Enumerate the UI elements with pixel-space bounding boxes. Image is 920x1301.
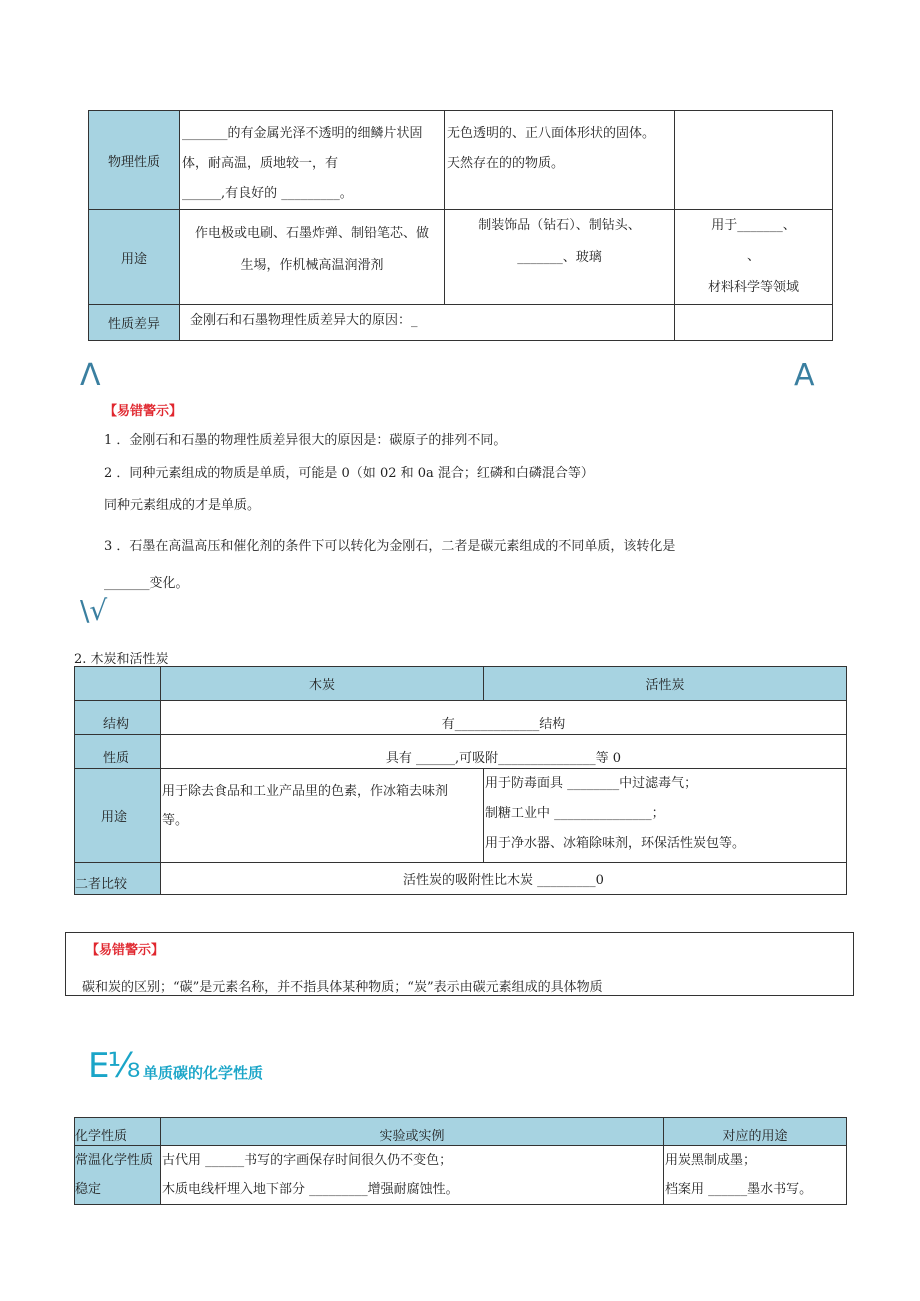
difference-empty-cell — [675, 305, 833, 341]
section-3-badge: E⅛ — [88, 1046, 139, 1086]
graphite-use-cell: 作电极或电刷、石墨炸弹、制铅笔芯、做 生埸，作机械高温润滑剂 — [180, 210, 445, 305]
warning-box-2 — [65, 932, 854, 996]
row-header-physical: 物理性质 — [89, 111, 180, 210]
check-mark: \√ — [80, 594, 108, 627]
a-mark: A — [794, 358, 815, 393]
section-2-title: 2. 木炭和活性炭 — [74, 652, 169, 667]
section-3-title: 单质碳的化学性质 — [143, 1064, 264, 1082]
structure-cell: 有_____________结构 — [161, 701, 847, 735]
col-experiment: 实验或实例 — [161, 1118, 664, 1146]
c60-use-cell: 用于_______、 、 材料科学等领域 — [675, 210, 833, 305]
row-header-use: 用途 — [89, 210, 180, 305]
warning-item-2: 2 ．同种元素组成的物质是单质，可能是 0（如 02 和 0a 混合；红磷和白磷混合等） — [104, 466, 594, 481]
property-cell: 具有 ______,可吸附_______________等 0 — [161, 735, 847, 769]
warning-text-2: 碳和炭的区别；“碳”是元素名称，并不指具体某种物质；“炭”表示由碳元素组成的具体物质 — [82, 980, 603, 995]
col-use: 对应的用途 — [664, 1118, 847, 1146]
lambda-mark: Λ — [80, 358, 101, 393]
warning-item-2b: 同种元素组成的才是单质。 — [104, 498, 261, 513]
graphite-physical-cell: _______的有金属光泽不透明的细鳞片状固 体，耐高温，质地较一，有 ______,有良好的 _________。 — [180, 111, 445, 210]
charcoal-table — [74, 666, 847, 895]
row-header-use-2: 用途 — [75, 769, 161, 863]
warning-title-2: 【易错警示】 — [86, 943, 165, 958]
diamond-use-cell: 制装饰品（钻石）、制钻头、 _______、玻璃 — [445, 210, 675, 305]
col-charcoal: 木炭 — [161, 667, 484, 701]
c60-physical-cell — [675, 111, 833, 210]
compare-cell: 活性炭的吸附性比木炭 _________0 — [161, 863, 847, 895]
uses-cell: 用炭黑制成墨； 档案用 ______墨水书写。 — [664, 1146, 847, 1205]
row-header-property: 性质 — [75, 735, 161, 769]
row-header-structure: 结构 — [75, 701, 161, 735]
diamond-physical-cell: 无色透明的、正八面体形状的固体。 天然存在的的物质。 — [445, 111, 675, 210]
warning-item-3b: _______变化。 — [104, 576, 189, 591]
col-chemical-property: 化学性质 — [75, 1118, 161, 1146]
carbon-allotropes-table — [88, 110, 833, 341]
warning-title-1: 【易错警示】 — [104, 404, 183, 419]
chemical-properties-table — [74, 1117, 847, 1205]
col-activated-carbon: 活性炭 — [484, 667, 847, 701]
warning-item-3: 3 ．石墨在高温高压和催化剂的条件下可以转化为金刚石，二者是碳元素组成的不同单质，该转化是 — [104, 539, 676, 554]
examples-cell: 古代用 ______书写的字画保存时间很久仍不变色； 木质电线杆埋入地下部分 _________增强耐腐蚀性。 — [161, 1146, 664, 1205]
difference-cell: 金刚石和石墨物理性质差异大的原因：_ — [180, 305, 675, 341]
activated-use-cell: 用于防毒面具 ________中过滤毒气； 制糖工业中 _______________； 用于净水器、冰箱除味剂，环保活性炭包等。 — [484, 769, 847, 863]
charcoal-use-cell: 用于除去食品和工业产品里的色素，作冰箱去味剂 等。 — [161, 769, 484, 863]
table2-corner — [75, 667, 161, 701]
warning-item-1: 1 ．金刚石和石墨的物理性质差异很大的原因是：碳原子的排列不同。 — [104, 433, 507, 448]
row-header-stable: 常温化学性质 稳定 — [75, 1146, 161, 1205]
row-header-difference: 性质差异 — [89, 305, 180, 341]
row-header-compare: 二者比较 — [75, 863, 161, 895]
